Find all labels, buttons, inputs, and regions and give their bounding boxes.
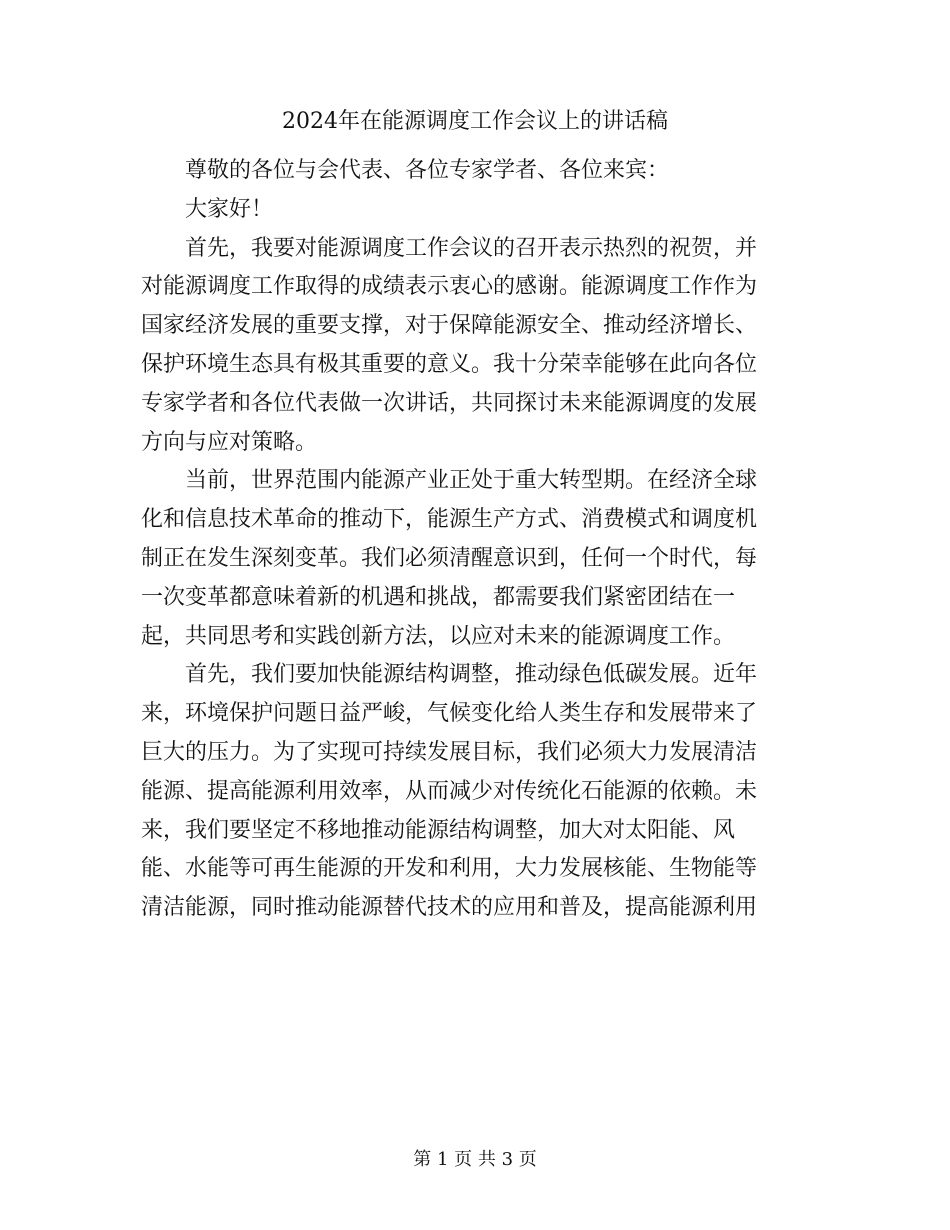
body-paragraph: 首先，我要对能源调度工作会议的召开表示热烈的祝贺，并 对能源调度工作取得的成绩表示衷心的感谢。能源调度工作作为 国家经济发展的重要支撑，对于保障能源安全、推动经济增长、 保护环境生态具有极其重要的意义。我十分荣幸能够在此向各位 专家学者和各位代表做一次讲话，共同探讨未来能源调度的发展 方向与应对策略。 [141,235,758,455]
greeting: 大家好！ [185,196,274,222]
body-paragraph: 当前，世界范围内能源产业正处于重大转型期。在经济全球 化和信息技术革命的推动下，能源生产方式、消费模式和调度机 制正在发生深刻变革。我们必须清醒意识到，任何一个时代，每 一次变革都意味着新的机遇和挑战，都需要我们紧密团结在一 起，共同思考和实践创新方法，以应对未来的能源调度工作。 [141,468,758,649]
page-title: 2024年在能源调度工作会议上的讲话稿 [282,109,668,134]
document-body [141,152,796,928]
body-paragraph: 首先，我们要加快能源结构调整，推动绿色低碳发展。近年 来，环境保护问题日益严峻，气候变化给人类生存和发展带来了 巨大的压力。为了实现可持续发展目标，我们必须大力发展清洁 能源、提高能源利用效率，从而减少对传统化石能源的依赖。未 来，我们要坚定不移地推动能源结构调整，加大对太阳能、风 能、水能等可再生能源的开发和利用，大力发展核能、生物能等 清洁能源，同时推动能源替代技术的应用和普及，提高能源利用 [141,662,758,921]
page-number-footer: 第 1 页 共 3 页 [413,1149,537,1170]
salutation: 尊敬的各位与会代表、各位专家学者、各位来宾： [185,158,670,183]
